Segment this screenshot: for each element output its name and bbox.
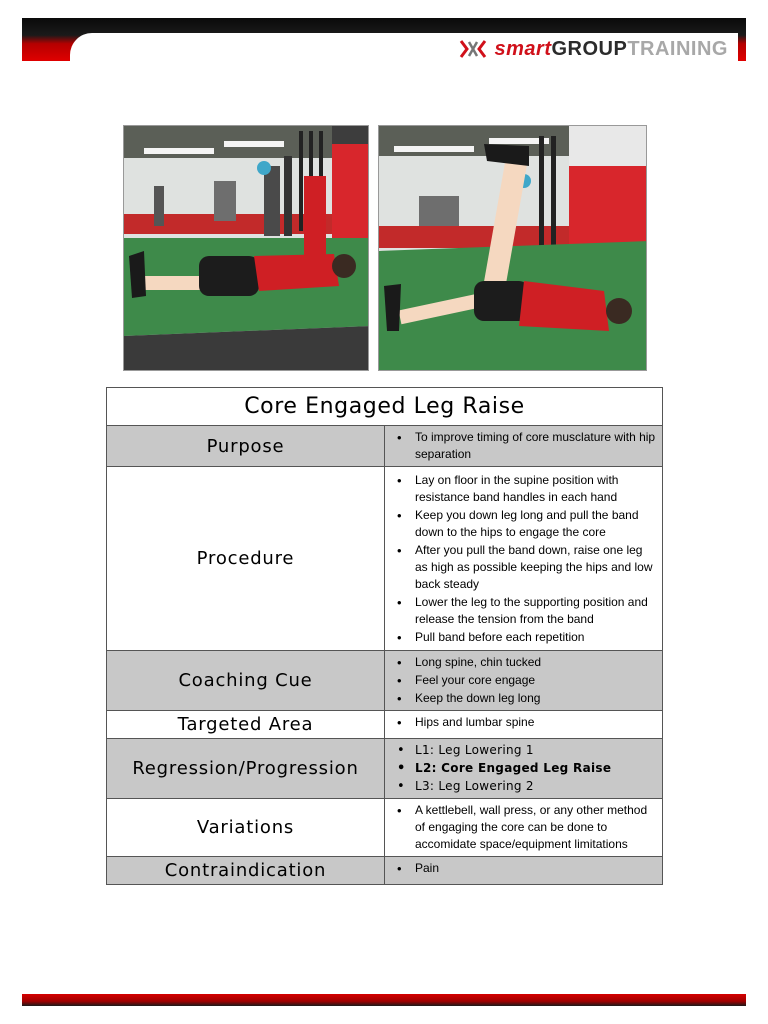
table-row-regression-progression bbox=[107, 739, 663, 799]
list-item: • Lay on floor in the supine position with resistance band handles in each hand bbox=[393, 472, 658, 506]
table-row-purpose bbox=[107, 426, 663, 467]
list-item: • Hips and lumbar spine bbox=[393, 714, 658, 731]
row-label: Variations bbox=[107, 799, 385, 857]
list-item: • L2: Core Engaged Leg Raise bbox=[393, 760, 658, 777]
logo-group: GROUP bbox=[551, 37, 628, 60]
row-label: Targeted Area bbox=[107, 711, 385, 739]
list-item: • Feel your core engage bbox=[393, 672, 658, 689]
row-label: Contraindication bbox=[107, 857, 385, 885]
list-item: • To improve timing of core musclature with hip separation bbox=[393, 429, 658, 463]
logo-mark-icon bbox=[457, 39, 489, 59]
start-position-illustration bbox=[124, 126, 369, 371]
table-row-targeted-area bbox=[107, 711, 663, 739]
row-content bbox=[385, 799, 663, 857]
list-item: • L3: Leg Lowering 2 bbox=[393, 778, 658, 795]
list-item: • L1: Leg Lowering 1 bbox=[393, 742, 658, 759]
row-label: Procedure bbox=[107, 467, 385, 651]
list-item: • Pull band before each repetition bbox=[393, 629, 658, 646]
exercise-table bbox=[106, 387, 663, 885]
row-content bbox=[385, 651, 663, 711]
start-position-photo bbox=[123, 125, 369, 371]
row-label: Regression/Progression bbox=[107, 739, 385, 799]
list-item: • A kettlebell, wall press, or any other method of engaging the core can be done to accomidate space/equipment limitations bbox=[393, 802, 658, 853]
table-row-coaching-cue bbox=[107, 651, 663, 711]
leg-raised-illustration bbox=[379, 126, 647, 371]
footer-band bbox=[22, 994, 746, 1006]
table-row-contraindication bbox=[107, 857, 663, 885]
logo-smart: smart bbox=[494, 37, 552, 60]
exercise-title: Core Engaged Leg Raise bbox=[107, 388, 663, 426]
row-content bbox=[385, 467, 663, 651]
list-item: • Keep you down leg long and pull the band down to the hips to engage the core bbox=[393, 507, 658, 541]
row-label: Coaching Cue bbox=[107, 651, 385, 711]
leg-raised-photo bbox=[378, 125, 647, 371]
row-label: Purpose bbox=[107, 426, 385, 467]
row-content bbox=[385, 711, 663, 739]
list-item: • Long spine, chin tucked bbox=[393, 654, 658, 671]
list-item: • Lower the leg to the supporting position and release the tension from the band bbox=[393, 594, 658, 628]
row-content bbox=[385, 857, 663, 885]
row-content bbox=[385, 426, 663, 467]
row-content bbox=[385, 739, 663, 799]
list-item: • Pain bbox=[393, 860, 658, 877]
logo-wordmark bbox=[495, 38, 729, 61]
list-item: • After you pull the band down, raise one leg as high as possible keeping the hips and low back steady bbox=[393, 542, 658, 593]
table-row-variations bbox=[107, 799, 663, 857]
table-row-procedure bbox=[107, 467, 663, 651]
logo-training: TRAINING bbox=[627, 37, 728, 60]
smartgroup-logo bbox=[457, 38, 729, 60]
list-item: • Keep the down leg long bbox=[393, 690, 658, 707]
